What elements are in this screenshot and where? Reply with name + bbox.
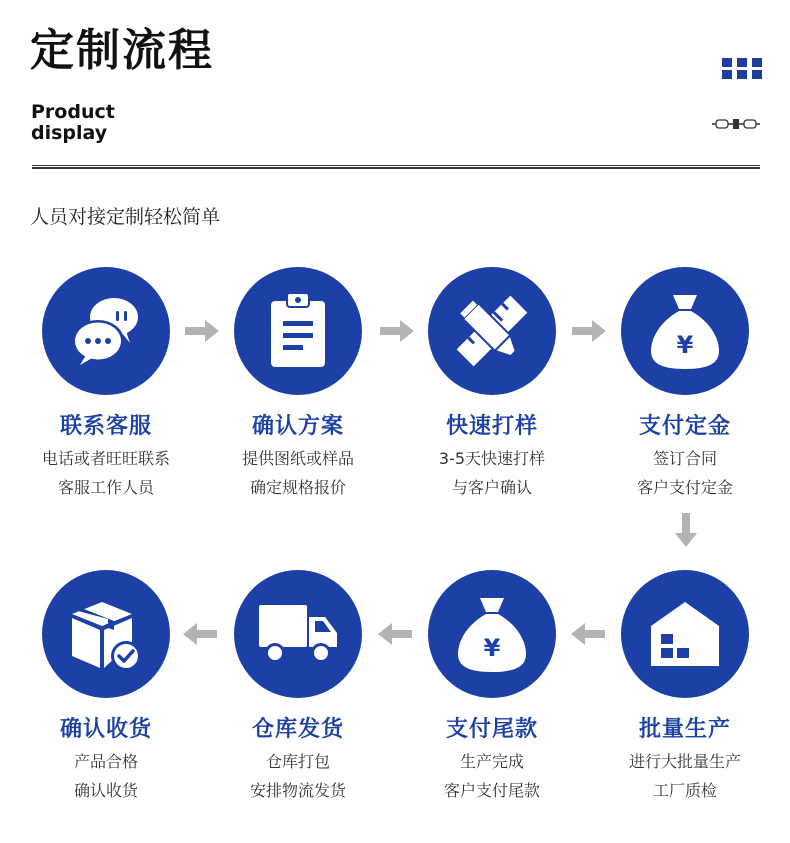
step-circle [234, 267, 362, 395]
step-title: 仓库发货 [251, 717, 344, 742]
step-title: 确认收货 [59, 717, 152, 742]
step-circle [621, 570, 749, 698]
arrow-down-icon [675, 513, 697, 547]
step-desc-line-1: 产品合格 [73, 752, 138, 771]
step-desc-line-1: 签订合同 [652, 449, 717, 468]
step-desc-line-2: 与客户确认 [451, 478, 532, 497]
step-circle [42, 267, 170, 395]
step-circle [428, 570, 556, 698]
step-desc-line-1: 生产完成 [459, 752, 524, 771]
step-desc-line-1: 3-5天快速打样 [438, 449, 546, 468]
step-pay-balance [399, 570, 585, 801]
chat-bubbles-icon [64, 289, 148, 373]
step-confirm-receipt [13, 570, 199, 801]
step-title: 支付尾款 [445, 717, 538, 742]
pencil-ruler-icon [450, 289, 534, 373]
step-title: 支付定金 [638, 414, 731, 439]
connector-icon [712, 117, 760, 131]
subtitle-line-1: Product [31, 101, 115, 123]
step-title: 确认方案 [251, 414, 344, 439]
step-fast-sample [399, 267, 585, 498]
step-desc-line-2: 确认收货 [73, 781, 138, 800]
step-circle [621, 267, 749, 395]
bag-symbol: ¥ [676, 331, 694, 359]
tagline: 人员对接定制轻松简单 [30, 206, 221, 228]
step-desc-line-2: 安排物流发货 [249, 781, 346, 800]
step-title: 快速打样 [445, 414, 538, 439]
step-desc-line-2: 工厂质检 [652, 781, 717, 800]
header-divider [32, 165, 760, 169]
clipboard-icon [263, 291, 333, 371]
step-desc-line-1: 进行大批量生产 [628, 752, 741, 771]
step-confirm-plan [205, 267, 391, 498]
warehouse-icon [645, 598, 725, 670]
grid-dots-icon [722, 58, 762, 80]
step-desc-line-1: 仓库打包 [265, 752, 330, 771]
step-title: 联系客服 [59, 414, 152, 439]
step-mass-production [592, 570, 778, 801]
step-circle [42, 570, 170, 698]
step-circle [428, 267, 556, 395]
step-title: 批量生产 [638, 717, 731, 742]
money-bag-icon [649, 291, 721, 371]
step-desc-line-2: 客户支付定金 [636, 478, 733, 497]
step-contact-service [13, 267, 199, 498]
step-desc-line-2: 客户支付尾款 [443, 781, 540, 800]
step-pay-deposit [592, 267, 778, 498]
step-desc-line-2: 确定规格报价 [249, 478, 346, 497]
page-title: 定制流程 [30, 25, 214, 76]
step-circle [234, 570, 362, 698]
step-desc-line-1: 电话或者旺旺联系 [41, 449, 170, 468]
step-desc-line-1: 提供图纸或样品 [241, 449, 354, 468]
subtitle-line-2: display [31, 122, 108, 144]
subtitle [31, 102, 115, 144]
truck-icon [255, 599, 341, 669]
bag-symbol: ¥ [483, 634, 501, 662]
step-warehouse-ship [205, 570, 391, 801]
step-desc-line-2: 客服工作人员 [57, 478, 154, 497]
money-bag-icon [456, 594, 528, 674]
box-check-icon [64, 592, 148, 676]
